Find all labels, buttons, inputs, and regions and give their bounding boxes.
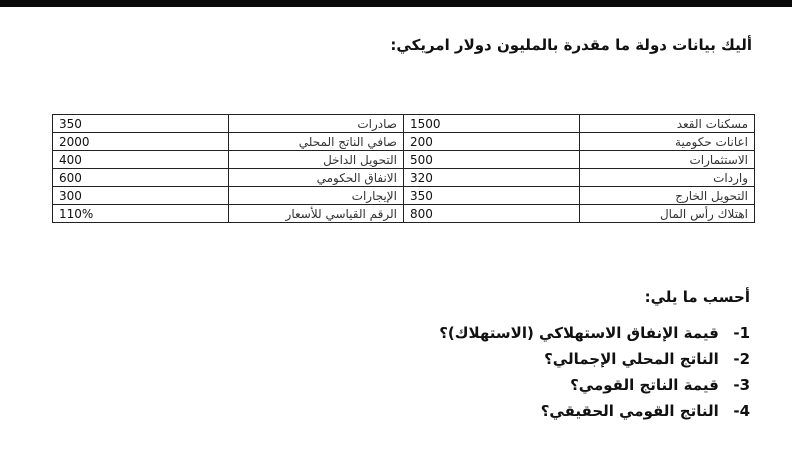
cell-value: 400 xyxy=(53,151,229,169)
top-border-bar xyxy=(0,0,792,7)
table-row xyxy=(53,205,755,223)
section-heading: أحسب ما يلي: xyxy=(644,288,750,306)
cell-label: اهتلاك رأس المال xyxy=(580,205,755,223)
cell-label: الرقم القياسي للأسعار xyxy=(229,205,404,223)
cell-label: التحويل الخارج xyxy=(580,187,755,205)
cell-value: 350 xyxy=(404,187,580,205)
list-item xyxy=(439,320,750,346)
cell-label: صادرات xyxy=(229,115,404,133)
cell-label: الاستثمارات xyxy=(580,151,755,169)
cell-value: 110% xyxy=(53,205,229,223)
cell-value: 300 xyxy=(53,187,229,205)
document-title: أليك بيانات دولة ما مقدرة بالمليون دولار امريكي: xyxy=(390,36,752,54)
table-row xyxy=(53,169,755,187)
cell-value: 2000 xyxy=(53,133,229,151)
question-number: 3- xyxy=(733,376,750,394)
cell-label: التحويل الداخل xyxy=(229,151,404,169)
question-number: 4- xyxy=(733,402,750,420)
question-text: قيمة الإنفاق الاستهلاكي (الاستهلاك)؟ xyxy=(439,324,719,342)
list-item xyxy=(439,372,750,398)
data-table xyxy=(52,114,755,223)
question-list xyxy=(439,320,750,424)
cell-value: 1500 xyxy=(404,115,580,133)
cell-label: مسكنات القعد xyxy=(580,115,755,133)
question-text: قيمة الناتج القومي؟ xyxy=(570,376,719,394)
cell-value: 200 xyxy=(404,133,580,151)
table-row xyxy=(53,133,755,151)
cell-label: الإيجارات xyxy=(229,187,404,205)
table-row xyxy=(53,115,755,133)
cell-value: 600 xyxy=(53,169,229,187)
table-row xyxy=(53,187,755,205)
cell-label: اعانات حكومية xyxy=(580,133,755,151)
list-item xyxy=(439,398,750,424)
cell-value: 350 xyxy=(53,115,229,133)
list-item xyxy=(439,346,750,372)
cell-label: الانفاق الحكومي xyxy=(229,169,404,187)
table-row xyxy=(53,151,755,169)
cell-value: 800 xyxy=(404,205,580,223)
cell-label: صافي الناتج المحلي xyxy=(229,133,404,151)
question-text: الناتج المحلي الإجمالي؟ xyxy=(544,350,719,368)
question-number: 2- xyxy=(733,350,750,368)
cell-value: 500 xyxy=(404,151,580,169)
question-text: الناتج القومي الحقيقي؟ xyxy=(540,402,719,420)
question-number: 1- xyxy=(733,324,750,342)
cell-label: واردات xyxy=(580,169,755,187)
cell-value: 320 xyxy=(404,169,580,187)
